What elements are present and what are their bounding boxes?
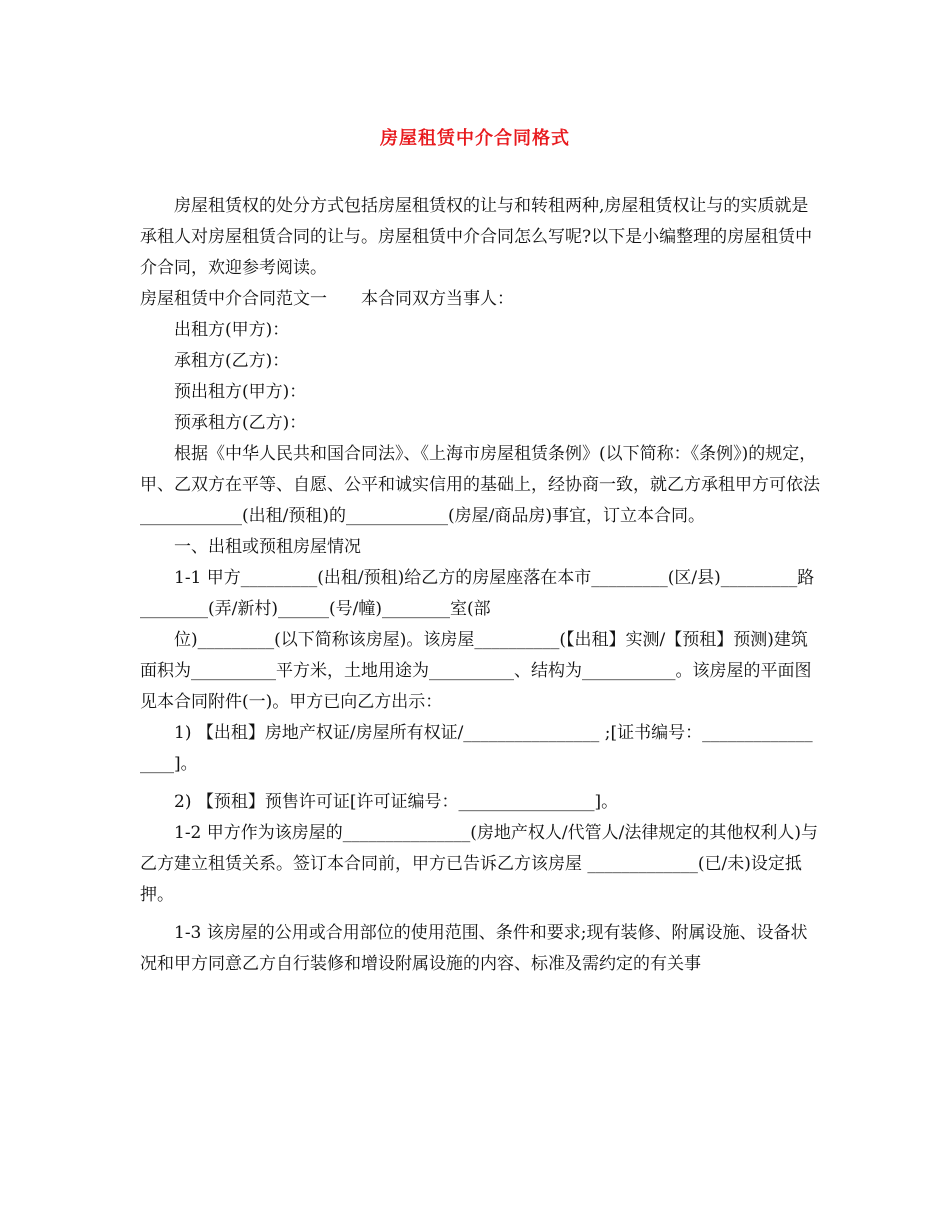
paragraph-pre-lessee: 预承租方(乙方)： [174, 413, 307, 433]
clause-1-1-item-2: 2) 【预租】预售许可证[许可证编号：________________]。 [174, 792, 619, 812]
clause-1-2: 1-2 甲方作为该房屋的_______________(房地产权人/代管人/法律规定的其他权利人)与乙方建立租赁关系。签订本合同前，甲方已告诉乙方该房屋 _____________(已/未)设定抵押。 [140, 823, 818, 905]
paragraph-lessor: 出租方(甲方)： [174, 320, 290, 340]
clause-1-1-item-1: 1) 【出租】房地产权证/房屋所有权证/________________ ;[证书编号：_________________]。 [140, 723, 813, 774]
section-heading-1: 一、出租或预租房屋情况 [174, 537, 361, 557]
document-title: 房屋租赁中介合同格式 [380, 128, 570, 149]
clause-1-3: 1-3 该房屋的公用或合用部位的使用范围、条件和要求;现有装修、附属设施、设备状况和甲方同意乙方自行装修和增设附属设施的内容、标准及需约定的有关事 [140, 923, 808, 974]
paragraph-lessee: 承租方(乙方)： [174, 351, 290, 371]
paragraph-basis: 根据《中华人民共和国合同法》、《上海市房屋租赁条例》(以下简称：《条例》)的规定，甲、乙双方在平等、自愿、公平和诚实信用的基础上，经协商一致，就乙方承租甲方可依法____________(出租/预租)的____________(房屋/商品房)事宜，订立本合同。 [140, 444, 820, 526]
clause-1-1-b: 位)_________(以下简称该房屋)。该房屋__________(【出租】实测/【预租】预测)建筑面积为__________平方米，土地用途为__________、结构为___________。该房屋的平面图见本合同附件(一)。甲方已向乙方出示： [140, 630, 812, 712]
paragraph-intro: 房屋租赁权的处分方式包括房屋租赁权的让与和转租两种,房屋租赁权让与的实质就是承租人对房屋租赁合同的让与。房屋租赁中介合同怎么写呢?以下是小编整理的房屋租赁中介合同，欢迎参考阅读。 [140, 196, 813, 278]
clause-1-1-a: 1-1 甲方_________(出租/预租)给乙方的房屋座落在本市_________(区/县)_________路________(弄/新村)______(号/幢)________室(部 [140, 568, 815, 619]
paragraph-pre-lessor: 预出租方(甲方)： [174, 382, 307, 402]
document-body [140, 191, 820, 980]
paragraph-sample-heading: 房屋租赁中介合同范文一 本合同双方当事人： [140, 289, 514, 309]
